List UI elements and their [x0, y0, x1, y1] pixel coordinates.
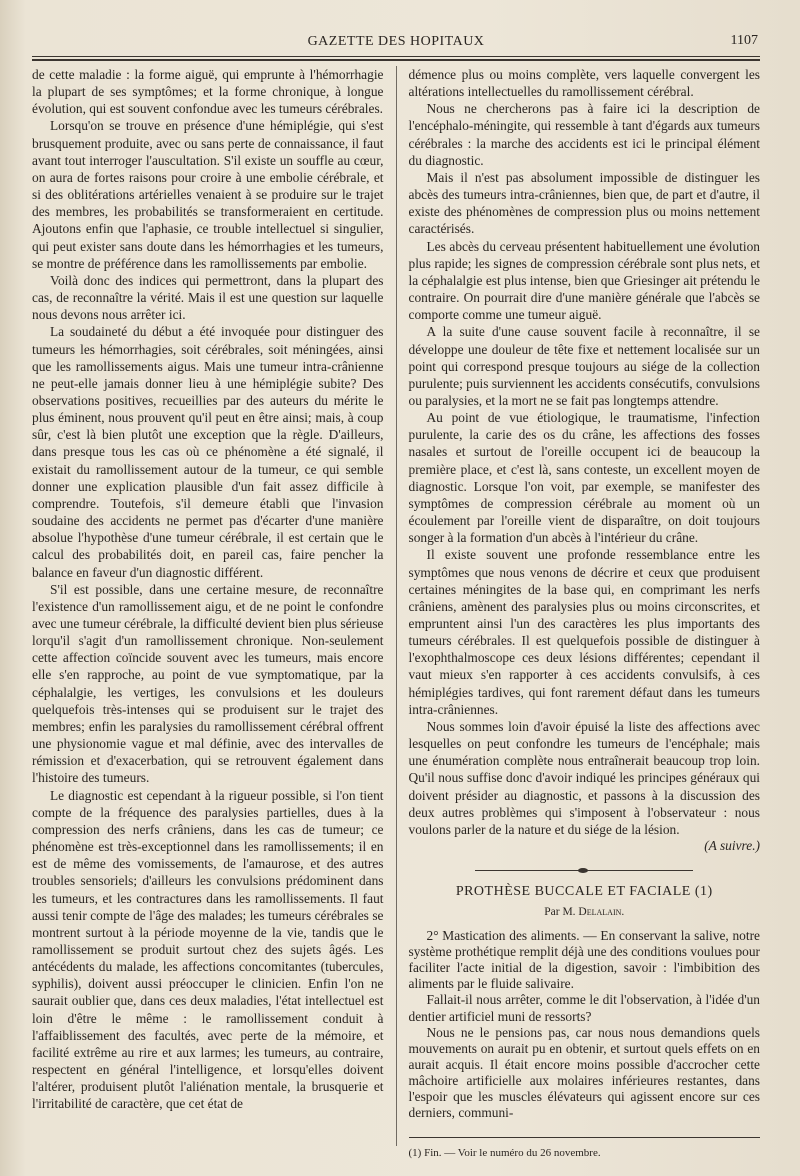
paragraph: Fallait-il nous arrêter, comme le dit l'observation, à l'idée d'un dentier artificiel muni de ressorts?	[408, 992, 760, 1024]
footnote-rule	[409, 1137, 761, 1138]
section-separator	[475, 870, 693, 872]
header-rule	[32, 56, 760, 57]
paragraph: de cette maladie : la forme aiguë, qui emprunte à l'hémorrhagie la plupart de ses symptômes; et la forme chronique, à longue évolution, qui est souvent confondue avec les tumeurs cérébrales.	[32, 67, 384, 117]
paragraph: Il existe souvent une profonde ressemblance entre les symptômes que nous venons de décrire et ceux que produisent certaines méningites de la base qui, en comprimant les nerfs crâniens, amènent des paralysies plus ou moins circonscrites, et empruntent ainsi l'un des caractères les plus importants des tumeurs cérébrales. Il est quelquefois possible de distinguer à l'exophthalmoscope ces deux lésions différentes; cependant il vaut mieux s'en rapporter à ces accidents convulsifs, à ces hémiplégies tardives, qui font rarement défaut dans les tumeurs intra-crâniennes.	[408, 547, 760, 717]
left-column	[32, 66, 384, 1146]
paragraph: Mais il n'est pas absolument impossible de distinguer les abcès des tumeurs intra-crâniennes, bien que, de part et d'autre, il existe des phénomènes de compression plus ou moins nettement caractérisés.	[408, 169, 760, 237]
paragraph: Nous sommes loin d'avoir épuisé la liste des affections avec lesquelles on peut confondre les tumeurs de l'encéphale; mais une énumération complète nous entraînerait beaucoup trop loin. Qu'il nous suffise donc d'avoir indiqué les principes généraux qui doivent présider au diagnostic, et passons à la discussion des deux autres problèmes qui s'imposent à l'observateur : nous voulons parler de la nature et du siége de la lésion.	[408, 718, 760, 837]
paragraph: démence plus ou moins complète, vers laquelle convergent les altérations intellectuelles du ramollissement cérébral.	[408, 67, 760, 100]
byline	[409, 906, 761, 918]
paragraph: Les abcès du cerveau présentent habituellement une évolution plus rapide; les signes de compression cérébrale sont plus nets, et la céphalalgie est plus intense, bien que Griesinger ait prétendu le contraire. On pourrait dire d'une manière générale que l'abcès se comporte comme une tumeur aiguë.	[408, 238, 760, 323]
page-number: 1107	[730, 33, 758, 48]
section-title: PROTHÈSE BUCCALE ET FACIALE (1)	[455, 884, 713, 900]
byline-author: Delalain.	[578, 906, 625, 919]
paragraph: 2° Mastication des aliments. — En conservant la salive, notre système prothétique remplit déjà une des conditions voulues pour faciliter l'acte initial de la digestion, savoir : l'imbibition des aliments par le fluide salivaire.	[408, 928, 760, 992]
paragraph: Lorsqu'on se trouve en présence d'une hémiplégie, qui s'est brusquement produite, avec ou sans perte de connaissance, il faut avant tout interroger l'auscultation. S'il existe un souffle au cœur, on aura de fortes raisons pour croire à une embolie cérébrale, et si des oblitérations artérielles venaient à se produire sur le trajet des membres, les probabilités se transformeraient en certitude. Ajoutons enfin que l'aphasie, ce trouble intellectuel si singulier, qui peut exister sans doute dans les hémorrhagies et les tumeurs, se montre de préférence dans les ramollissements par embolie.	[32, 118, 384, 271]
page-header	[32, 0, 760, 52]
paragraph: A la suite d'une cause souvent facile à reconnaître, il se développe une douleur de tête fixe et nettement localisée sur un point qui correspond presque toujours au siége de la collection purulente; puis surviennent les accidents consécutifs, convulsions ou paralysies, et la mort ne se fait pas longtemps attendre.	[408, 324, 760, 408]
column-divider	[396, 66, 397, 1146]
running-title: GAZETTE DES HOPITAUX	[307, 34, 485, 49]
paragraph: La soudaineté du début a été invoquée pour distinguer des tumeurs les hémorrhagies, soit cérébrales, soit méningées, ainsi que les ramollissements aigus. Mais une tumeur intra-crânienne ne peut-elle jamais donner lieu à une hémiplégie subite? Des observations positives, recueillies par des auteurs du mérite le plus éminent, nous prouvent qu'il peut en être ainsi; mais, à coup sûr, c'est là bien plutôt une exception que la règle. D'ailleurs, dans presque tous les cas où ce phénomène a été signalé, il existait du ramollissement autour de la tumeur, ce qui semble donner une explication plausible d'un fait assez difficile à comprendre. Toutefois, s'il demeure établi que l'invasion soudaine des accidents ne permet pas d'écarter d'une manière absolue l'hypothèse d'une tumeur cérébrale, il est certain que le calcul des probabilités doit, en pareil cas, faire pencher la balance en faveur d'un diagnostic différent.	[32, 324, 384, 580]
right-column	[408, 66, 761, 1160]
to-be-continued: (A suivre.)	[704, 838, 760, 854]
paragraph: Nous ne le pensions pas, car nous nous demandions quels mouvements on aurait pu en obtenir, et surtout quels effets on en aurait acquis. Il était encore moins possible d'accrocher cette mâchoire artificielle aux molaires inférieures restantes, dans l'espoir que les muscles élévateurs qui agissent encore sur ces derniers, communi-	[408, 1024, 760, 1121]
paragraph: Le diagnostic est cependant à la rigueur possible, si l'on tient compte de la fréquence des paralysies partielles, dues à la compression des nerfs crâniens, dans les cas de tumeur; ce phénomène est très-exceptionnel dans les ramollissements; il en est de même des vomissements, de l'amaurose, et des autres troubles sensoriels; d'ailleurs les convulsions prédominent dans les tumeurs, et les contractures dans les ramollissements. Il faut aussi tenir compte de l'âge des malades; les tumeurs cérébrales se montrent surtout à la période moyenne de la vie, tandis que le ramollissement se produit surtout chez des sujets âgés. Les antécédents du malade, les affections concomitantes (tubercules, syphilis), doivent aussi préoccuper le clinicien. Enfin l'on ne saurait oublier que, dans ces deux maladies, l'état intellectuel est loin d'être le même : le ramollissement conduit à l'affaiblissement des facultés, avec perte de la mémoire, et facilité extrême au rire et aux larmes; les tumeurs, au contraire, respectent en général l'intelligence, et lorsqu'elles doivent l'altérer, produisent plutôt l'aliénation mentale, la brusquerie et l'irritabilité de caractère, que cet état de	[32, 787, 384, 1112]
header-rule-thick	[32, 59, 760, 61]
paragraph: Voilà donc des indices qui permettront, dans la plupart des cas, de reconnaître la vérité. Mais il est une question sur laquelle nous devons nous arrêter ici.	[32, 272, 384, 323]
paragraph: Nous ne chercherons pas à faire ici la description de l'encéphalo-méningite, qui ressemble à tant d'égards aux tumeurs cérébrales : la marche des accidents est ici le principal élément du diagnostic.	[408, 101, 760, 168]
byline-prefix: Par M.	[544, 906, 576, 919]
paragraph: Au point de vue étiologique, le traumatisme, l'infection purulente, la carie des os du crâne, les affections des fosses nasales et surtout de l'oreille occupent ici de beaucoup la première place, et c'est là, sans conteste, un excellent moyen de diagnostic. Lorsque l'on voit, par exemple, se manifester des symptômes de compression cérébrale au moment où un écoulement par l'oreille vient de disparaître, on doit toujours songer à la formation d'un abcès à l'intérieur du crâne.	[408, 410, 760, 546]
paragraph: S'il est possible, dans une certaine mesure, de reconnaître l'existence d'un ramollissement aigu, et de ne point le confondre avec une tumeur cérébrale, la difficulté devient bien plus sérieuse lorqu'il s'agit d'un ramollissement chronique. Non-seulement cette affection coïncide souvent avec les tumeurs, mais encore elle s'en rapproche, au point de vue symptomatique, par la céphalalgie, les vertiges, les convulsions et les douleurs quelquefois très-intenses qui se produisent sur le trajet des membres; enfin les paralysies du ramollissement cérébral offrent une physionomie vague et mal définie, avec des intervalles de rémission et d'exacerbation, qui se retrouvent également dans l'histoire des tumeurs.	[32, 581, 384, 786]
footnote: (1) Fin. — Voir le numéro du 26 novembre.	[408, 1147, 601, 1160]
text-columns	[32, 66, 760, 1160]
